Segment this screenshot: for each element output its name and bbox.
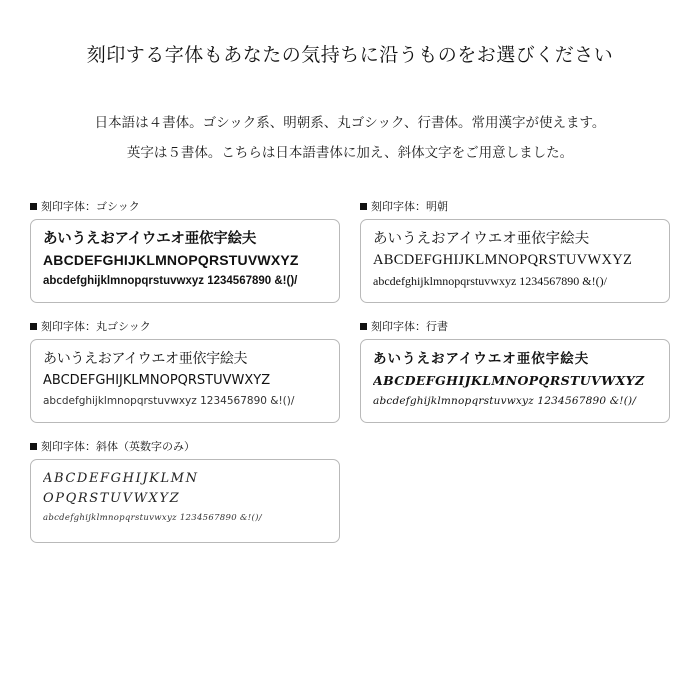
bullet-square-icon (30, 203, 37, 210)
font-sample-italic-box (30, 459, 340, 543)
sample-line-kana: あいうえおアイウエオ亜依宇絵夫 (373, 351, 590, 367)
font-sample-maru-gothic (30, 318, 340, 423)
sample-line-kana: あいうえおアイウエオ亜依宇絵夫 (43, 231, 257, 247)
sample-line-upper: ABCDEFGHIJKLMNOPQRSTUVWXYZ (373, 252, 633, 268)
label-text: 刻印字体：丸ゴシック (41, 321, 151, 333)
sample-line-lower: abcdefghijklmnopqrstuvwxyz 1234567890 &!()/ (43, 513, 262, 523)
font-sample-mincho-box (360, 219, 670, 303)
font-sample-maru-gothic-label (30, 318, 340, 334)
bullet-square-icon (30, 443, 37, 450)
font-sample-gyosho-label (360, 318, 670, 334)
font-sample-gyosho-box (360, 339, 670, 423)
lead-paragraph (0, 108, 700, 168)
sample-line-upper: ABCDEFGHIJKLMNOPQRSTUVWXYZ (43, 373, 271, 388)
sample-line-kana: あいうえおアイウエオ亜依宇絵夫 (43, 351, 248, 367)
sample-line-lower: abcdefghijklmnopqrstuvwxyz 1234567890 &!()/ (43, 275, 298, 287)
lead-line-1: 日本語は４書体。ゴシック系、明朝系、丸ゴシック、行書体。常用漢字が使えます。 (94, 115, 606, 130)
font-sample-gyosho (360, 318, 670, 423)
sample-line-kana: あいうえおアイウエオ亜依宇絵夫 (373, 231, 590, 247)
font-sample-gothic-label (30, 198, 340, 214)
sample-line-upper-2: OPQRSTUVWXYZ (43, 491, 181, 506)
page-title: 刻印する字体もあなたの気持ちに沿うものをお選びください (86, 45, 614, 66)
sample-line-upper: ABCDEFGHIJKLMNOPQRSTUVWXYZ (43, 252, 299, 268)
label-text: 刻印字体：行書 (371, 321, 448, 333)
label-text: 刻印字体：ゴシック (41, 201, 140, 213)
sample-line-lower: abcdefghijklmnopqrstuvwxyz 1234567890 &!()/ (43, 395, 295, 407)
lead-line-2: 英字は５書体。こちらは日本語書体に加え、斜体文字をご用意しました。 (126, 145, 574, 160)
sample-line-upper-1: ABCDEFGHIJKLMN (43, 471, 199, 486)
bullet-square-icon (360, 323, 367, 330)
font-sample-italic-label (30, 438, 340, 454)
font-sample-mincho-label (360, 198, 670, 214)
font-sample-maru-gothic-box (30, 339, 340, 423)
font-sample-gothic (30, 198, 340, 303)
font-sample-italic (30, 438, 340, 543)
label-text: 刻印字体：斜体（英数字のみ） (41, 441, 195, 453)
font-sample-mincho (360, 198, 670, 303)
sample-line-lower: abcdefghijklmnopqrstuvwxyz 1234567890 &!()/ (373, 274, 607, 288)
bullet-square-icon (30, 323, 37, 330)
font-sample-gothic-box (30, 219, 340, 303)
sample-line-upper: ABCDEFGHIJKLMNOPQRSTUVWXYZ (373, 373, 645, 388)
label-text: 刻印字体：明朝 (371, 201, 448, 213)
sample-line-lower: abcdefghijklmnopqrstuvwxyz 1234567890 &!()/ (373, 395, 637, 407)
bullet-square-icon (360, 203, 367, 210)
